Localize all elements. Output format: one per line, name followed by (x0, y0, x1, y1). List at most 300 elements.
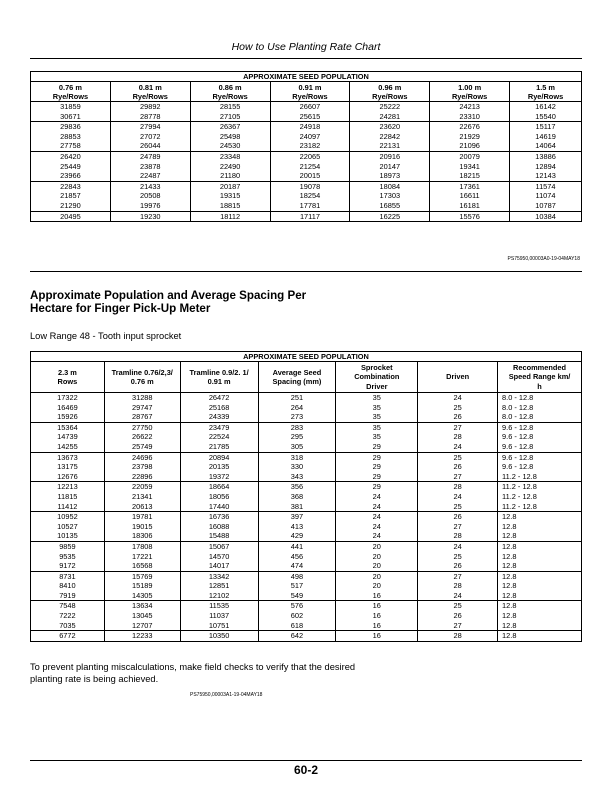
cell-value: 517 (290, 581, 304, 591)
cell-value: 13342 (208, 571, 230, 581)
cell-value: 20079 (459, 151, 480, 161)
table-cell (31, 452, 105, 482)
table-row (31, 512, 582, 542)
cell-value: 264 (290, 402, 304, 412)
cell-value: 20 (372, 561, 381, 571)
table-cell (180, 452, 258, 482)
table-cell (31, 151, 111, 181)
table-cell (258, 601, 336, 631)
cell-value: 14255 (57, 441, 78, 451)
cell-value: 24 (372, 512, 381, 522)
table-cell (110, 181, 190, 211)
table-row (31, 422, 582, 452)
column-header-line: 0.91 m (207, 377, 231, 386)
cell-value: 21096 (459, 141, 480, 151)
cell-value: 16088 (208, 521, 230, 531)
cell-value: 13886 (535, 151, 556, 161)
cell-value: 20 (372, 571, 381, 581)
cell-value: 15067 (208, 541, 230, 551)
table-cell (190, 122, 270, 152)
cell-value: 9535 (59, 551, 76, 561)
table-row (31, 452, 582, 482)
cell-value: 14570 (208, 551, 230, 561)
cell-value: 26607 (299, 102, 321, 111)
cell-value: 24 (453, 491, 462, 501)
cell-value: 642 (290, 631, 304, 641)
table-cell (110, 102, 190, 122)
cell-value: 13634 (131, 601, 153, 611)
table-cell (31, 122, 111, 152)
table-cell (336, 571, 418, 601)
header-rule (30, 58, 582, 59)
cell-value: 356 (290, 482, 304, 492)
cell-value: 12233 (131, 631, 153, 641)
cell-value: 23182 (299, 141, 321, 151)
cell-value: 24 (453, 541, 462, 551)
cell-value: 330 (290, 462, 304, 472)
column-header (350, 82, 430, 102)
cell-value: 318 (290, 452, 304, 462)
cell-value: 23798 (131, 462, 153, 472)
cell-value: 9.6 - 12.8 (502, 422, 534, 432)
cell-value: 16 (372, 611, 381, 621)
cell-value: 15540 (535, 111, 556, 121)
cell-value: 18664 (208, 482, 230, 492)
cell-value: 28 (453, 432, 462, 442)
table-row (31, 122, 582, 152)
column-header-line: Driver (366, 381, 388, 391)
table-cell (336, 512, 418, 542)
table-cell (180, 482, 258, 512)
cell-value: 21290 (60, 200, 81, 210)
table-cell (104, 393, 180, 423)
table-row (31, 151, 582, 181)
cell-value: 17117 (299, 211, 320, 221)
cell-value: 20187 (219, 181, 241, 191)
cell-value: 9.6 - 12.8 (502, 432, 534, 442)
table-cell (336, 601, 418, 631)
cell-value: 31288 (131, 393, 153, 402)
section-subtitle: Low Range 48 - Tooth input sprocket (30, 331, 182, 341)
cell-value: 26 (453, 412, 462, 422)
column-header-line: h (537, 381, 542, 391)
table-cell (510, 151, 582, 181)
cell-value: 24213 (459, 102, 480, 111)
table-cell (190, 151, 270, 181)
table-cell (31, 631, 105, 642)
table-cell (510, 102, 582, 122)
cell-value: 35 (372, 422, 381, 432)
cell-value: 27 (453, 571, 462, 581)
cell-value: 498 (290, 571, 304, 581)
column-header-line: Rye/Rows (292, 91, 328, 101)
column-header (498, 362, 582, 393)
cell-value: 20894 (208, 452, 230, 462)
table-cell (498, 452, 582, 482)
cell-value: 20916 (379, 151, 401, 161)
cell-value: 29836 (60, 122, 81, 132)
table-cell (31, 571, 105, 601)
table-cell (498, 422, 582, 452)
cell-value: 27 (453, 521, 462, 531)
column-header-line: 0.86 m (218, 82, 242, 92)
cell-value: 6772 (59, 631, 76, 641)
cell-value: 22490 (219, 161, 241, 171)
cell-value: 17781 (299, 200, 321, 210)
cell-value: 21929 (459, 131, 480, 141)
column-header-line: Rye/Rows (132, 91, 168, 101)
cell-value: 397 (290, 512, 304, 522)
table-cell (270, 181, 350, 211)
table-cell (336, 541, 418, 571)
table-cell (258, 422, 336, 452)
cell-value: 18973 (379, 171, 401, 181)
cell-value: 28778 (139, 111, 161, 121)
cell-value: 28 (453, 581, 462, 591)
cell-value: 21857 (60, 191, 81, 201)
table-cell (190, 211, 270, 222)
cell-value: 16 (372, 631, 381, 641)
cell-value: 24 (453, 441, 462, 451)
seed-population-table (30, 71, 582, 222)
cell-value: 26 (453, 512, 462, 522)
cell-value: 16 (372, 620, 381, 630)
section-title: Approximate Population and Average Spacing Per Hectare for Finger Pick-Up Meter (30, 289, 307, 315)
table-cell (180, 422, 258, 452)
cell-value: 456 (290, 551, 304, 561)
column-header (190, 82, 270, 102)
cell-value: 16855 (379, 200, 401, 210)
cell-value: 24 (372, 501, 381, 511)
table-row (31, 211, 582, 222)
table-cell (270, 151, 350, 181)
cell-value: 16 (372, 590, 381, 600)
cell-value: 14305 (131, 590, 153, 600)
table-cell (258, 482, 336, 512)
cell-value: 14619 (535, 131, 556, 141)
column-header-line: Spacing (mm) (272, 377, 322, 386)
cell-value: 26622 (131, 432, 153, 442)
cell-value: 7548 (59, 601, 76, 611)
cell-value: 25 (453, 402, 462, 412)
column-header-line: Sprocket (360, 362, 393, 372)
table-cell (180, 571, 258, 601)
cell-value: 29 (372, 471, 381, 481)
column-header (110, 82, 190, 102)
table-cell (31, 393, 105, 423)
cell-value: 251 (290, 393, 304, 402)
cell-value: 602 (290, 611, 304, 621)
cell-value: 17322 (57, 393, 78, 402)
cell-value: 20 (372, 551, 381, 561)
cell-value: 22065 (299, 151, 321, 161)
table-cell (418, 631, 498, 642)
cell-value: 22059 (131, 482, 153, 492)
cell-value: 24789 (139, 151, 161, 161)
table-cell (418, 571, 498, 601)
cell-value: 26 (453, 462, 462, 472)
cell-value: 8.0 - 12.8 (502, 393, 534, 402)
table-span-header: APPROXIMATE SEED POPULATION (31, 72, 582, 82)
table-column-headers (31, 82, 582, 102)
cell-value: 13673 (57, 452, 78, 462)
column-header-line: Tramline 0.76/2,3/ (111, 367, 173, 377)
cell-value: 15769 (131, 571, 153, 581)
table-cell (104, 541, 180, 571)
cell-value: 24097 (299, 131, 321, 141)
cell-value: 29892 (139, 102, 161, 111)
table-cell (270, 211, 350, 222)
cell-value: 12.8 (502, 561, 517, 571)
cell-value: 12.8 (502, 581, 517, 591)
cell-value: 11.2 - 12.8 (502, 491, 537, 501)
table-cell (180, 512, 258, 542)
cell-value: 8.0 - 12.8 (502, 412, 534, 422)
cell-value: 27994 (139, 122, 161, 132)
cell-value: 22131 (379, 141, 401, 151)
cell-value: 28155 (219, 102, 241, 111)
cell-value: 21785 (208, 441, 230, 451)
cell-value: 7035 (59, 620, 76, 630)
cell-value: 10952 (57, 512, 78, 522)
cell-value: 23620 (379, 122, 401, 132)
table-cell (258, 393, 336, 423)
table-cell (336, 393, 418, 423)
table-cell (336, 631, 418, 642)
table-cell (104, 631, 180, 642)
column-header-line: 1.00 m (458, 82, 482, 92)
cell-value: 10350 (208, 631, 230, 641)
column-header-line: 0.76 m (130, 377, 154, 386)
cell-value: 35 (372, 402, 381, 412)
cell-value: 28767 (131, 412, 153, 422)
table-cell (190, 102, 270, 122)
cell-value: 12.8 (502, 521, 517, 531)
cell-value: 18815 (219, 200, 241, 210)
cell-value: 27072 (139, 131, 161, 141)
table-cell (258, 452, 336, 482)
table-cell (510, 181, 582, 211)
table-cell (350, 151, 430, 181)
cell-value: 28 (453, 631, 462, 641)
table-cell (418, 422, 498, 452)
column-header-line: 0.81 m (138, 82, 162, 92)
table-cell (418, 393, 498, 423)
cell-value: 24 (372, 531, 381, 541)
cell-value: 22487 (139, 171, 161, 181)
table-cell (110, 211, 190, 222)
table-row (31, 571, 582, 601)
table-cell (430, 211, 510, 222)
table-cell (350, 102, 430, 122)
column-header (336, 362, 418, 393)
cell-value: 8.0 - 12.8 (502, 402, 534, 412)
cell-value: 19372 (208, 471, 230, 481)
cell-value: 16611 (459, 191, 480, 201)
column-header-line: 2.3 m (57, 367, 77, 377)
cell-value: 305 (290, 441, 304, 451)
cell-value: 9172 (59, 561, 76, 571)
table-cell (498, 601, 582, 631)
column-header-line: Tramline 0.9/2. 1/ (189, 367, 249, 377)
cell-value: 24918 (299, 122, 321, 132)
column-header (180, 362, 258, 393)
cell-value: 25498 (219, 131, 241, 141)
cell-value: 27750 (131, 422, 153, 432)
planting-note: To prevent planting miscalculations, make field checks to verify that the desired planting rate is being achieved. (30, 662, 356, 684)
column-header (31, 82, 111, 102)
table-cell (430, 181, 510, 211)
cell-value: 27105 (219, 111, 241, 121)
cell-value: 11.2 - 12.8 (502, 471, 537, 481)
table-cell (350, 181, 430, 211)
cell-value: 7919 (59, 590, 76, 600)
cell-value: 618 (290, 620, 304, 630)
cell-value: 25749 (131, 441, 153, 451)
cell-value: 13175 (57, 462, 78, 472)
cell-value: 21254 (299, 161, 321, 171)
table-cell (418, 541, 498, 571)
table-cell (418, 482, 498, 512)
cell-value: 12.8 (502, 620, 517, 630)
cell-value: 9859 (59, 541, 76, 551)
cell-value: 15926 (57, 412, 78, 422)
column-header-line: Recommended (513, 362, 567, 372)
population-spacing-table (30, 351, 582, 642)
reference-code: PS75950,00003A1-19-04MAY18 (190, 692, 263, 698)
cell-value: 35 (372, 412, 381, 422)
cell-value: 23310 (459, 111, 480, 121)
cell-value: 20015 (299, 171, 321, 181)
cell-value: 21433 (139, 181, 161, 191)
column-header-line: Speed Range km/ (508, 372, 571, 382)
column-header-line: Rye/Rows (52, 91, 89, 101)
cell-value: 10527 (57, 521, 78, 531)
table-row (31, 181, 582, 211)
cell-value: 23479 (208, 422, 230, 432)
cell-value: 10751 (208, 620, 230, 630)
cell-value: 17221 (131, 551, 153, 561)
cell-value: 9.6 - 12.8 (502, 462, 534, 472)
cell-value: 23966 (60, 171, 81, 181)
cell-value: 26044 (139, 141, 161, 151)
table-cell (110, 122, 190, 152)
cell-value: 26472 (208, 393, 230, 402)
cell-value: 11.2 - 12.8 (502, 482, 537, 492)
section-rule (30, 271, 582, 272)
cell-value: 11037 (209, 611, 230, 621)
table-cell (258, 571, 336, 601)
cell-value: 16568 (131, 561, 153, 571)
cell-value: 17361 (459, 181, 480, 191)
cell-value: 18215 (459, 171, 480, 181)
column-header-line: 0.91 m (298, 82, 322, 92)
cell-value: 27 (453, 620, 462, 630)
table-cell (430, 122, 510, 152)
table-cell (498, 541, 582, 571)
cell-value: 9.6 - 12.8 (502, 452, 534, 462)
cell-value: 23878 (139, 161, 161, 171)
cell-value: 23348 (219, 151, 241, 161)
cell-value: 24339 (208, 412, 230, 422)
table-cell (418, 452, 498, 482)
table-cell (31, 482, 105, 512)
cell-value: 18306 (131, 531, 153, 541)
column-header-line: Rye/Rows (527, 91, 564, 101)
cell-value: 474 (290, 561, 304, 571)
cell-value: 12.8 (502, 531, 517, 541)
column-header-line: Rye/Rows (372, 91, 408, 101)
cell-value: 22524 (208, 432, 230, 442)
table-cell (110, 151, 190, 181)
cell-value: 12.8 (502, 551, 517, 561)
cell-value: 8410 (59, 581, 76, 591)
table-cell (258, 631, 336, 642)
table-cell (430, 151, 510, 181)
page-header-title: How to Use Planting Rate Chart (231, 41, 381, 53)
cell-value: 11074 (535, 191, 556, 201)
cell-value: 18084 (379, 181, 401, 191)
cell-value: 15189 (131, 581, 153, 591)
cell-value: 16469 (57, 402, 78, 412)
table-cell (31, 541, 105, 571)
cell-value: 20 (372, 541, 381, 551)
table-span-header: APPROXIMATE SEED POPULATION (31, 352, 582, 362)
table-cell (498, 631, 582, 642)
table-cell (418, 601, 498, 631)
cell-value: 413 (290, 521, 304, 531)
reference-code: PS75950,00003A0-19-04MAY18 (507, 256, 580, 262)
cell-value: 29747 (131, 402, 153, 412)
cell-value: 19781 (131, 512, 153, 522)
table-cell (510, 211, 582, 222)
table-cell (336, 452, 418, 482)
cell-value: 11.2 - 12.8 (502, 501, 537, 511)
cell-value: 12.8 (502, 590, 517, 600)
cell-value: 22842 (379, 131, 401, 141)
cell-value: 22843 (60, 181, 81, 191)
cell-value: 35 (372, 393, 381, 402)
column-header-line: Average Seed (272, 367, 322, 377)
cell-value: 19315 (219, 191, 241, 201)
table-column-headers (31, 362, 582, 393)
column-header-line: Rows (57, 377, 78, 386)
column-header-line: Rye/Rows (451, 91, 488, 101)
table-cell (270, 102, 350, 122)
cell-value: 11815 (57, 491, 78, 501)
cell-value: 15576 (459, 211, 480, 221)
cell-value: 17440 (208, 501, 230, 511)
footer-rule (30, 760, 582, 761)
cell-value: 10384 (535, 211, 556, 221)
column-header (258, 362, 336, 393)
table-cell (31, 211, 111, 222)
cell-value: 29 (372, 462, 381, 472)
cell-value: 11412 (57, 501, 78, 511)
cell-value: 11574 (535, 181, 556, 191)
cell-value: 25168 (208, 402, 230, 412)
table-cell (104, 571, 180, 601)
table-cell (31, 181, 111, 211)
cell-value: 25449 (60, 161, 81, 171)
cell-value: 12.8 (502, 601, 517, 611)
column-header-line: 0.76 m (58, 82, 82, 92)
table-cell (180, 601, 258, 631)
cell-value: 28853 (60, 131, 81, 141)
cell-value: 21341 (131, 491, 153, 501)
cell-value: 7222 (59, 611, 76, 621)
cell-value: 12707 (131, 620, 153, 630)
